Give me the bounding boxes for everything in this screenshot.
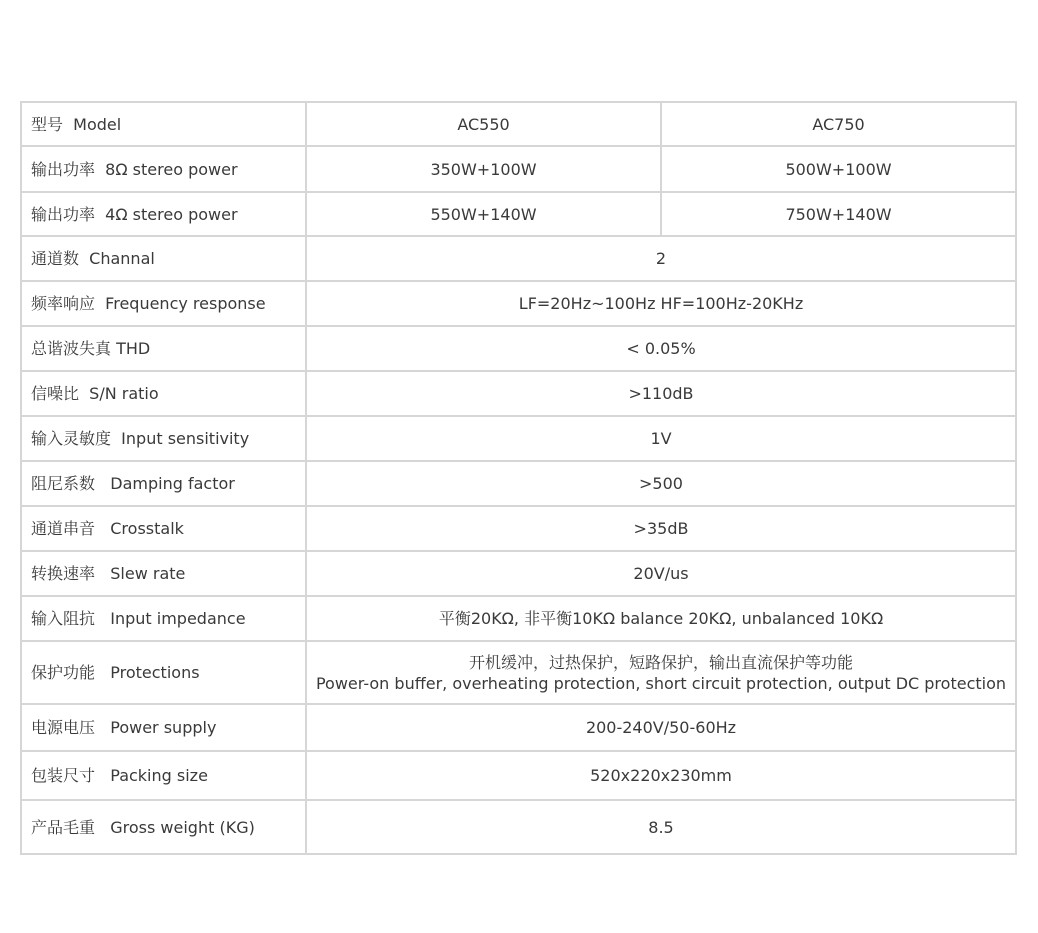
- cell-value: 8.5: [306, 800, 1016, 854]
- table-row: [21, 551, 1016, 596]
- cell-value: 20V/us: [306, 551, 1016, 596]
- row-label: 转换速率 Slew rate: [21, 551, 306, 596]
- cell-value: 350W+100W: [306, 146, 661, 192]
- protections-en: Power-on buffer, overheating protection, short circuit protection, output DC protection: [315, 673, 1007, 693]
- table-row: [21, 371, 1016, 416]
- row-label: 通道数 Channal: [21, 236, 306, 281]
- table-row: [21, 236, 1016, 281]
- row-label: 型号 Model: [21, 102, 306, 146]
- row-label: 输出功率 8Ω stereo power: [21, 146, 306, 192]
- row-label: 信噪比 S/N ratio: [21, 371, 306, 416]
- cell-value: AC750: [661, 102, 1016, 146]
- cell-value: >35dB: [306, 506, 1016, 551]
- table-row: [21, 800, 1016, 854]
- cell-value: 1V: [306, 416, 1016, 461]
- cell-value: 750W+140W: [661, 192, 1016, 236]
- spec-table: [20, 101, 1017, 855]
- row-label: 保护功能 Protections: [21, 641, 306, 704]
- row-label: 包装尺寸 Packing size: [21, 751, 306, 800]
- cell-value: >110dB: [306, 371, 1016, 416]
- cell-value: 520x220x230mm: [306, 751, 1016, 800]
- cell-value: < 0.05%: [306, 326, 1016, 371]
- row-label: 产品毛重 Gross weight (KG): [21, 800, 306, 854]
- protections-cn: 开机缓冲，过热保护，短路保护，输出直流保护等功能: [468, 652, 853, 672]
- table-row: [21, 704, 1016, 751]
- cell-value: 平衡20KΩ, 非平衡10KΩ balance 20KΩ, unbalanced 10KΩ: [306, 596, 1016, 641]
- table-row: [21, 641, 1016, 704]
- table-row: [21, 506, 1016, 551]
- row-label: 输出功率 4Ω stereo power: [21, 192, 306, 236]
- row-label: 输入灵敏度 Input sensitivity: [21, 416, 306, 461]
- table-row: [21, 461, 1016, 506]
- cell-value: 550W+140W: [306, 192, 661, 236]
- table-row: [21, 416, 1016, 461]
- table-row: [21, 596, 1016, 641]
- cell-value: >500: [306, 461, 1016, 506]
- cell-value: 2: [306, 236, 1016, 281]
- table-row: [21, 192, 1016, 236]
- cell-value: LF=20Hz~100Hz HF=100Hz-20KHz: [306, 281, 1016, 326]
- table-row: [21, 102, 1016, 146]
- table-row: [21, 281, 1016, 326]
- table-row: [21, 326, 1016, 371]
- row-label: 总谐波失真 THD: [21, 326, 306, 371]
- table-row: [21, 751, 1016, 800]
- row-label: 输入阻抗 Input impedance: [21, 596, 306, 641]
- row-label: 阻尼系数 Damping factor: [21, 461, 306, 506]
- table-row: [21, 146, 1016, 192]
- cell-value: AC550: [306, 102, 661, 146]
- row-label: 电源电压 Power supply: [21, 704, 306, 751]
- row-label: 通道串音 Crosstalk: [21, 506, 306, 551]
- cell-value: [306, 641, 1016, 704]
- cell-value: 200-240V/50-60Hz: [306, 704, 1016, 751]
- cell-value: 500W+100W: [661, 146, 1016, 192]
- row-label: 频率响应 Frequency response: [21, 281, 306, 326]
